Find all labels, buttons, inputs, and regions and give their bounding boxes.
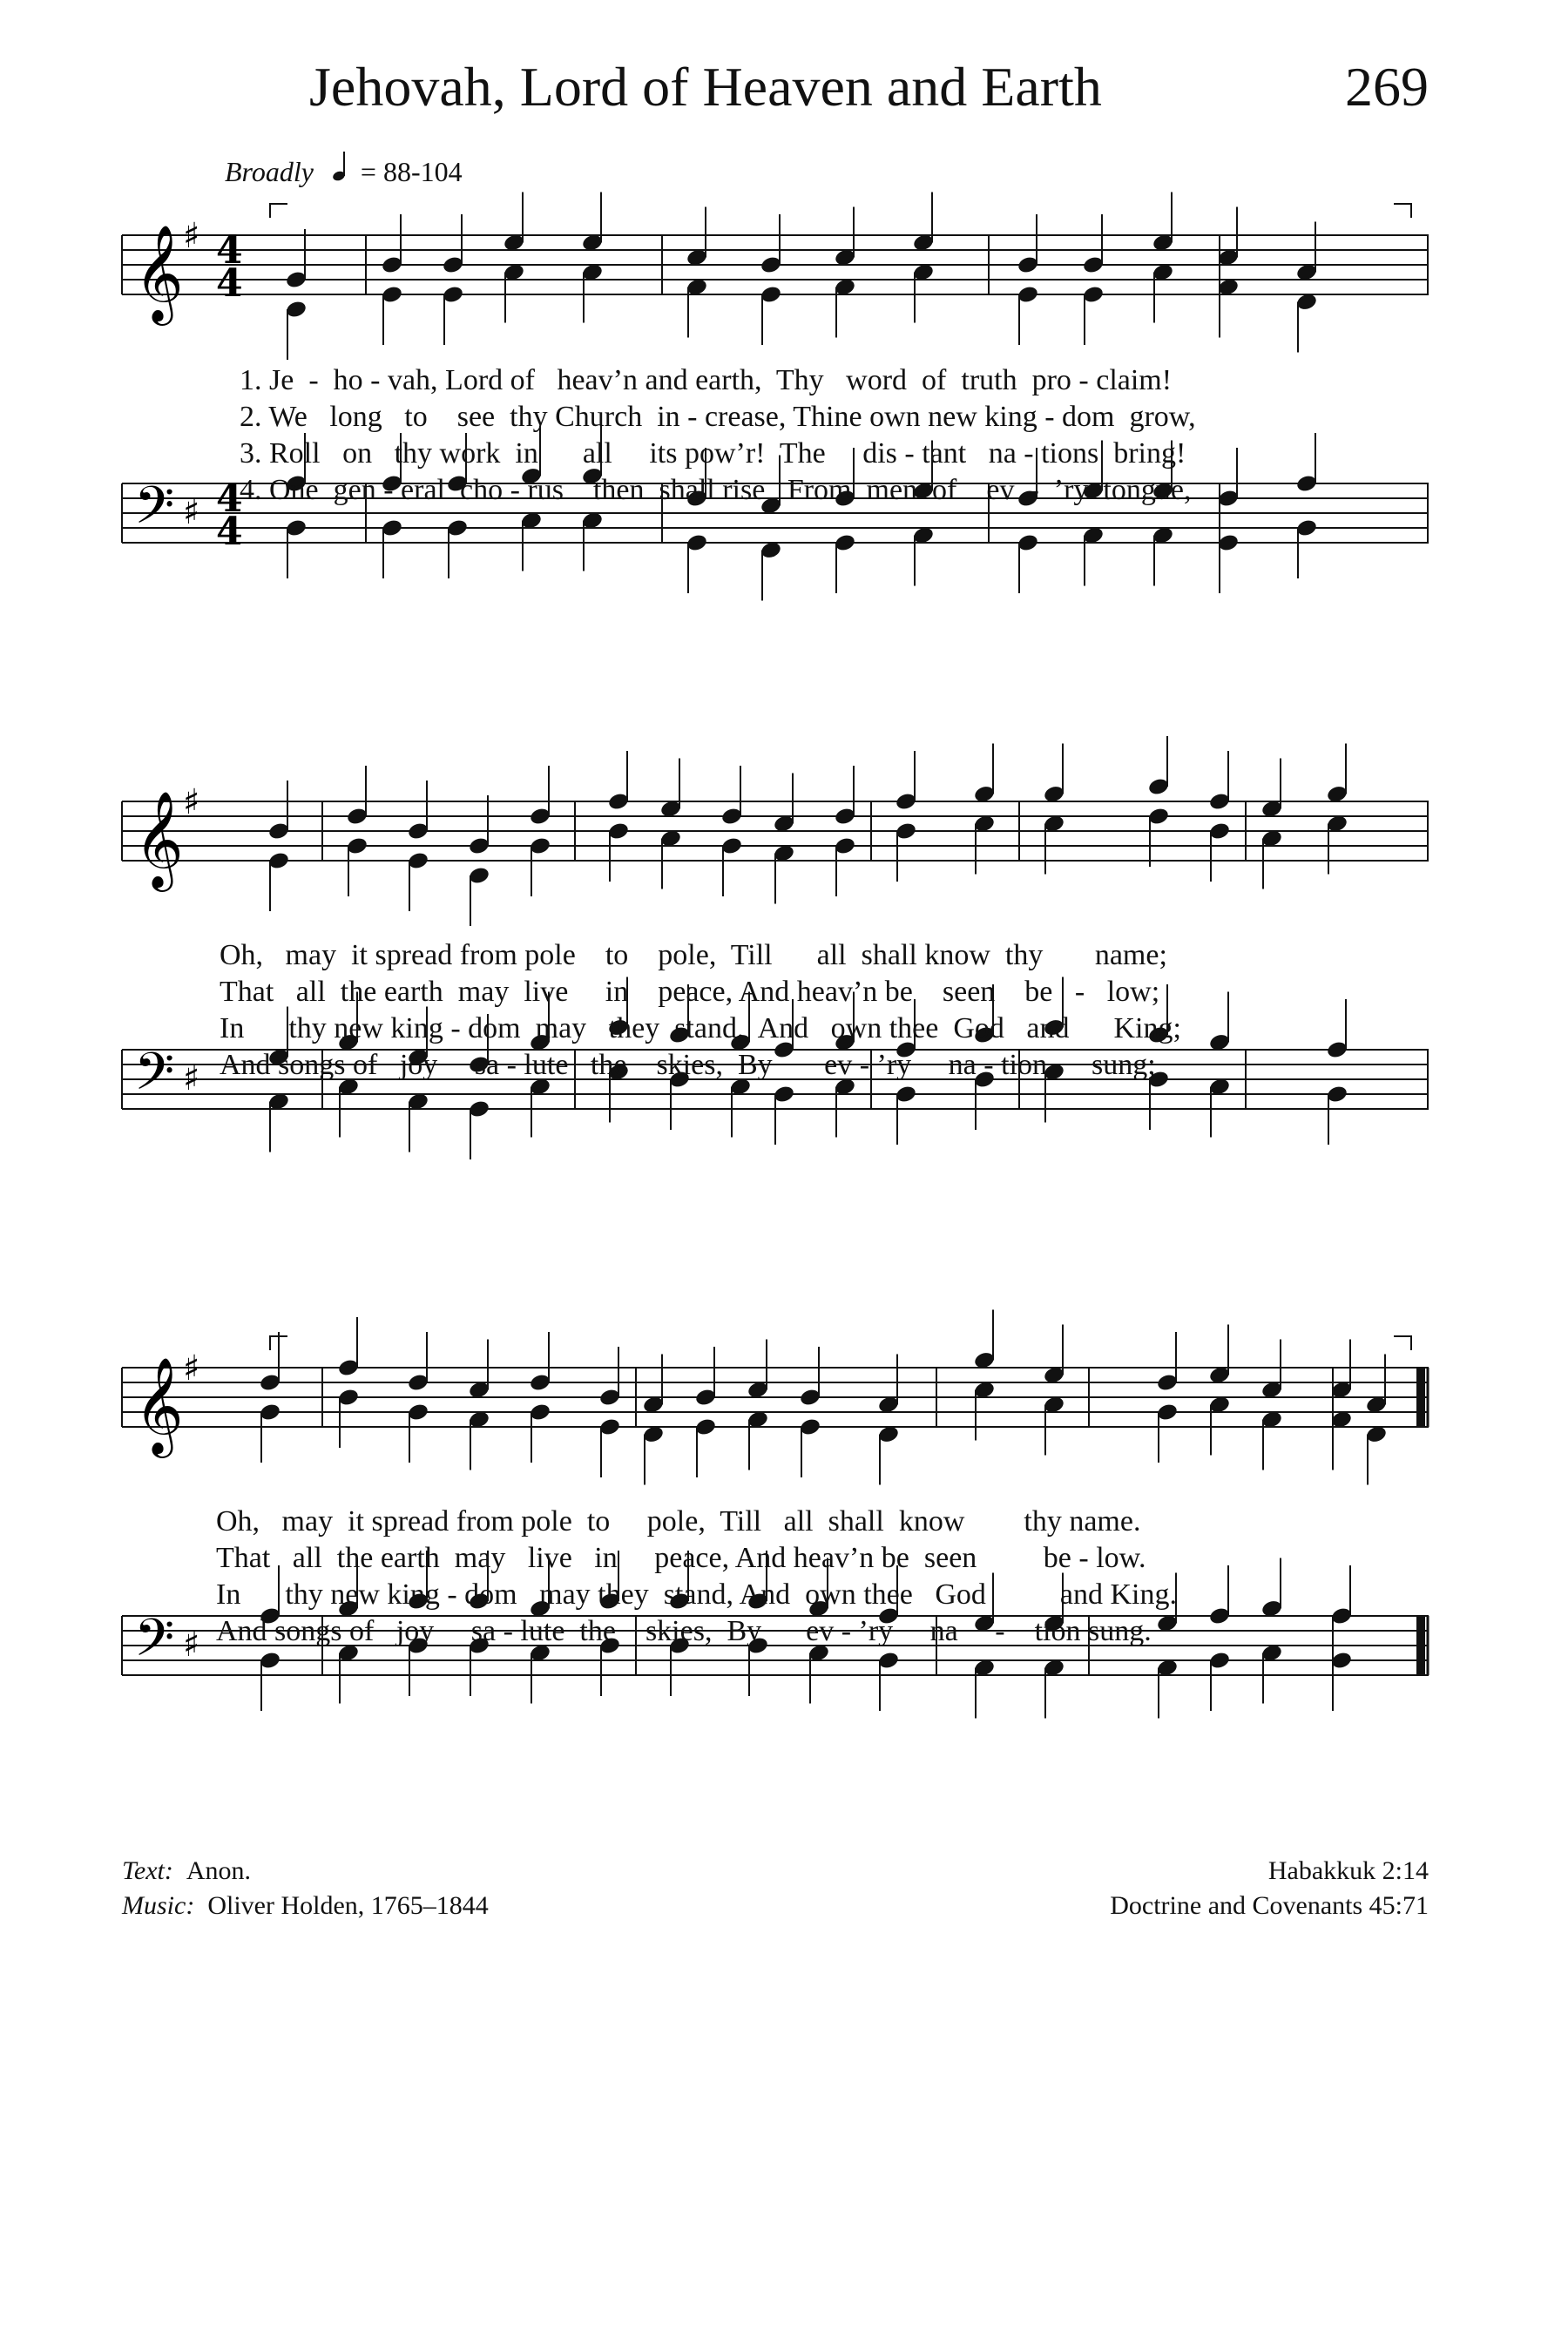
hymn-title: Jehovah, Lord of Heaven and Earth <box>309 56 1102 118</box>
final-bar-line <box>1416 1616 1425 1675</box>
lyric-line: 4. One gen - eral cho - rus then shall rise From men of ev - ’ry tongue, <box>240 474 1192 506</box>
treble-clef-icon: 𝄞 <box>134 790 184 888</box>
treble-clef-icon: 𝄞 <box>134 224 184 321</box>
bass-clef-icon: 𝄢 <box>134 475 175 548</box>
lyric-line: In thy new king - dom may they stand, And own thee God and King. <box>216 1578 1177 1611</box>
sharp-icon: ♯ <box>183 1348 200 1389</box>
lyric-line: That all the earth may live in peace, And heav’n be seen be - low. <box>216 1542 1146 1574</box>
sharp-icon: ♯ <box>183 1058 200 1098</box>
scripture-references <box>1110 1854 1429 1923</box>
tempo-value: = 88-104 <box>360 156 463 187</box>
phrase-bracket <box>1394 1336 1411 1350</box>
text-author: Anon. <box>186 1856 252 1885</box>
final-bar-line <box>1416 1368 1425 1427</box>
hymn-number: 269 <box>1345 56 1429 118</box>
lyric-line: Oh, may it spread from pole to pole, Till all shall know thy name. <box>216 1505 1141 1538</box>
tempo-term: Broadly <box>225 156 314 187</box>
lyric-line: Oh, may it spread from pole to pole, Till all shall know thy name; <box>220 939 1167 971</box>
lyric-line: 2. We long to see thy Church in - crease, Thine own new king - dom grow, <box>240 401 1196 433</box>
lyric-line: And songs of joy sa - lute the skies, By ev - ’ry na - tion sung; <box>220 1049 1156 1081</box>
sharp-icon: ♯ <box>183 216 200 256</box>
text-credit <box>122 1854 489 1889</box>
lyric-line: And songs of joy sa - lute the skies, By ev - ’ry na - tion sung. <box>216 1615 1152 1647</box>
music-credit <box>122 1889 489 1923</box>
sharp-icon: ♯ <box>183 492 200 532</box>
text-label: Text: <box>122 1856 173 1885</box>
phrase-bracket <box>270 204 287 218</box>
time-signature-top: 4 <box>216 476 243 521</box>
music-system-1 <box>122 200 1429 601</box>
time-signature-bottom: 4 <box>216 510 243 554</box>
scripture-ref: Habakkuk 2:14 <box>1267 1856 1429 1885</box>
lyric-line: That all the earth may live in peace, And heav’n be seen be - low; <box>220 976 1160 1008</box>
lyric-line: In thy new king - dom may they stand, And own thee God and King; <box>220 1012 1181 1044</box>
music-label: Music: <box>122 1891 195 1920</box>
bass-clef-icon: 𝄢 <box>134 1041 175 1114</box>
treble-clef-icon: 𝄞 <box>134 1356 184 1454</box>
scripture-ref: Doctrine and Covenants 45:71 <box>1110 1891 1429 1920</box>
time-signature-top: 4 <box>216 228 243 273</box>
credits-left <box>122 1854 489 1923</box>
tempo-marking <box>225 150 463 188</box>
music-system-2 <box>122 767 1429 1167</box>
bass-clef-icon: 𝄢 <box>134 1607 175 1680</box>
time-signature-bottom: 4 <box>216 261 243 306</box>
lyric-line: 1. Je - ho - vah, Lord of heav’n and earth, Thy word of truth pro - claim! <box>240 364 1173 396</box>
quarter-note-icon <box>333 150 348 188</box>
sharp-icon: ♯ <box>183 782 200 822</box>
phrase-bracket <box>1394 204 1411 218</box>
lyric-line: 3. Roll on thy work in all its pow’r! The dis - tant na - tions bring! <box>240 437 1186 470</box>
music-composer: Oliver Holden, 1765–1844 <box>207 1891 489 1920</box>
sharp-icon: ♯ <box>183 1625 200 1665</box>
music-system-3 <box>122 1333 1429 1734</box>
